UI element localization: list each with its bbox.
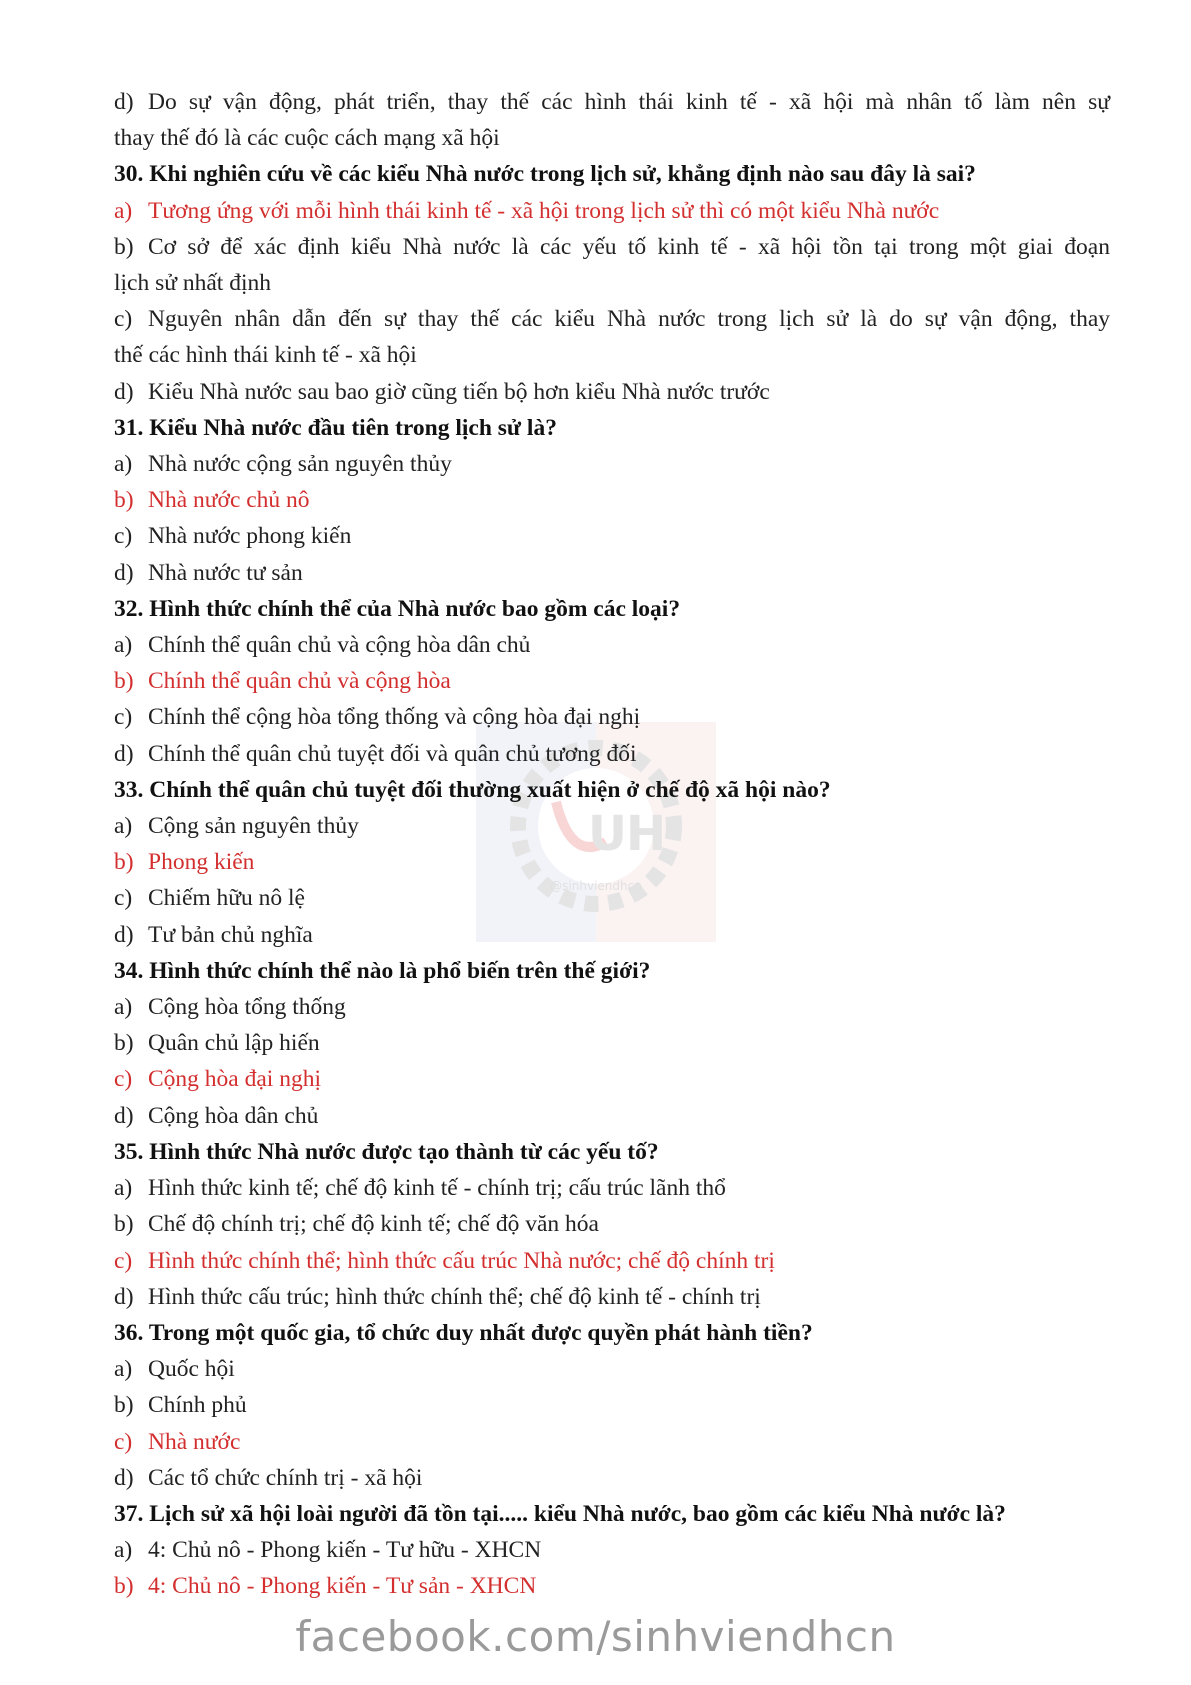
option-letter: b) [114, 1392, 134, 1419]
option-letter: d) [114, 559, 134, 586]
answer-option-correct [114, 1424, 1110, 1460]
option-letter: a) [114, 197, 133, 224]
answer-option-correct [114, 844, 1110, 880]
option-text: Chính thể quân chủ và cộng hòa [148, 668, 451, 695]
option-text: Quân chủ lập hiến [148, 1030, 320, 1057]
question-heading: 33. Chính thể quân chủ tuyệt đối thường xuất hiện ở chế độ xã hội nào? [114, 776, 831, 803]
option-text: Nhà nước cộng sản nguyên thủy [148, 451, 452, 478]
answer-option [114, 1170, 1110, 1206]
option-letter: c) [114, 1247, 133, 1274]
option-text: Nguyên nhân dẫn đến sự thay thế các kiểu Nhà nước trong lịch sử là do sự vận động, thay [148, 306, 1110, 333]
answer-option [114, 880, 1110, 916]
answer-option [114, 84, 1110, 156]
option-text: Các tổ chức chính trị - xã hội [148, 1464, 423, 1491]
option-letter: b) [114, 233, 134, 260]
option-letter: b) [114, 849, 134, 876]
option-letter: d) [114, 378, 134, 405]
svg-text:U: U [588, 806, 627, 862]
option-text: 4: Chủ nô - Phong kiến - Tư hữu - XHCN [148, 1537, 542, 1564]
option-text: Hình thức chính thể; hình thức cấu trúc Nhà nước; chế độ chính trị [148, 1247, 775, 1274]
option-text: Kiểu Nhà nước sau bao giờ cũng tiến bộ hơn kiểu Nhà nước trước [148, 378, 770, 405]
answer-option [114, 229, 1110, 301]
question-heading: 34. Hình thức chính thể nào là phổ biến trên thế giới? [114, 957, 651, 984]
option-text-continuation: lịch sử nhất định [114, 270, 271, 297]
option-text: 4: Chủ nô - Phong kiến - Tư sản - XHCN [148, 1573, 537, 1600]
option-letter: d) [114, 1464, 134, 1491]
answer-option [114, 1279, 1110, 1315]
question-heading: 32. Hình thức chính thể của Nhà nước bao gồm các loại? [114, 595, 681, 622]
answer-option [114, 1025, 1110, 1061]
option-letter: d) [114, 740, 134, 767]
answer-option [114, 555, 1110, 591]
option-letter: a) [114, 451, 133, 478]
option-text: Do sự vận động, phát triển, thay thế các hình thái kinh tế - xã hội mà nhân tố làm nên sự [148, 89, 1110, 115]
option-text: Chiếm hữu nô lệ [148, 885, 305, 912]
answer-option-correct [114, 193, 1110, 229]
option-letter: a) [114, 1537, 133, 1564]
option-text: Chính thể quân chủ và cộng hòa dân chủ [148, 632, 531, 659]
answer-option [114, 699, 1110, 735]
option-text: Chế độ chính trị; chế độ kinh tế; chế độ văn hóa [148, 1211, 599, 1238]
footer-facebook-link: facebook.com/sinhviendhcn [295, 1612, 896, 1661]
option-text: Tương ứng với mỗi hình thái kinh tế - xã hội trong lịch sử thì có một kiểu Nhà nước [148, 197, 940, 224]
answer-option [114, 1098, 1110, 1134]
answer-option [114, 989, 1110, 1025]
option-letter: d) [114, 1283, 134, 1310]
option-text: Nhà nước phong kiến [148, 523, 352, 550]
answer-option [114, 917, 1110, 953]
answer-option [114, 736, 1110, 772]
question-heading: 35. Hình thức Nhà nước được tạo thành từ các yếu tố? [114, 1138, 659, 1165]
answer-option [114, 1460, 1110, 1496]
option-letter: c) [114, 1428, 133, 1455]
answer-option [114, 446, 1110, 482]
answer-option-correct [114, 1568, 1110, 1604]
option-letter: a) [114, 1356, 133, 1383]
answer-option [114, 1532, 1110, 1568]
option-letter: a) [114, 1175, 133, 1202]
question-heading: 36. Trong một quốc gia, tổ chức duy nhất được quyền phát hành tiền? [114, 1319, 813, 1346]
option-letter: a) [114, 813, 133, 840]
option-letter: c) [114, 704, 133, 731]
answer-option [114, 808, 1110, 844]
option-text: Tư bản chủ nghĩa [148, 921, 313, 948]
option-text: Hình thức cấu trúc; hình thức chính thể; chế độ kinh tế - chính trị [148, 1283, 761, 1310]
option-letter: c) [114, 523, 133, 550]
svg-text:@sinhviendhcn: @sinhviendhcn [550, 879, 642, 893]
option-text: Chính thể cộng hòa tổng thống và cộng hòa đại nghị [148, 704, 641, 731]
option-letter: c) [114, 1066, 133, 1093]
answer-option [114, 1206, 1110, 1242]
option-text: Cộng sản nguyên thủy [148, 813, 359, 840]
option-text: Nhà nước tư sản [148, 559, 303, 586]
option-text: Hình thức kinh tế; chế độ kinh tế - chính trị; cấu trúc lãnh thổ [148, 1175, 726, 1202]
option-text: Nhà nước chủ nô [148, 487, 310, 514]
option-letter: c) [114, 885, 133, 912]
option-letter: b) [114, 668, 134, 695]
option-letter: a) [114, 632, 133, 659]
answer-option-correct [114, 482, 1110, 518]
option-text: Chính thể quân chủ tuyệt đối và quân chủ tương đối [148, 740, 637, 767]
answer-option [114, 518, 1110, 554]
option-letter: b) [114, 1211, 134, 1238]
question-heading: 37. Lịch sử xã hội loài người đã tồn tại..... kiểu Nhà nước, bao gồm các kiểu Nhà nước là? [114, 1500, 1006, 1527]
option-text: Cơ sở để xác định kiểu Nhà nước là các yếu tố kinh tế - xã hội tồn tại trong một giai đoạn [148, 233, 1110, 260]
option-text: Cộng hòa dân chủ [148, 1102, 319, 1129]
answer-option [114, 374, 1110, 410]
question-heading: 31. Kiểu Nhà nước đầu tiên trong lịch sử là? [114, 414, 557, 441]
option-text: Chính phủ [148, 1392, 247, 1419]
option-letter: d) [114, 1102, 134, 1129]
option-letter: c) [114, 306, 133, 333]
option-text-continuation: thế các hình thái kinh tế - xã hội [114, 342, 417, 369]
option-letter: a) [114, 994, 133, 1021]
option-text: Quốc hội [148, 1356, 235, 1383]
answer-option [114, 301, 1110, 373]
option-letter: d) [114, 89, 134, 115]
option-text: Cộng hòa tổng thống [148, 994, 346, 1021]
answer-option-correct [114, 1061, 1110, 1097]
option-letter: d) [114, 921, 134, 948]
option-text: Cộng hòa đại nghị [148, 1066, 321, 1093]
question-heading: 30. Khi nghiên cứu về các kiểu Nhà nước trong lịch sử, khẳng định nào sau đây là sai? [114, 161, 976, 188]
svg-text:H: H [626, 806, 667, 862]
answer-option-correct [114, 1243, 1110, 1279]
option-letter: b) [114, 1030, 134, 1057]
answer-option [114, 1351, 1110, 1387]
option-text: Phong kiến [148, 849, 255, 876]
option-text: Nhà nước [148, 1428, 241, 1455]
answer-option [114, 627, 1110, 663]
answer-option-correct [114, 663, 1110, 699]
option-letter: b) [114, 1573, 134, 1600]
option-letter: b) [114, 487, 134, 514]
answer-option [114, 1387, 1110, 1423]
option-text-continuation: thay thế đó là các cuộc cách mạng xã hội [114, 125, 500, 152]
question-list [114, 84, 1110, 1605]
